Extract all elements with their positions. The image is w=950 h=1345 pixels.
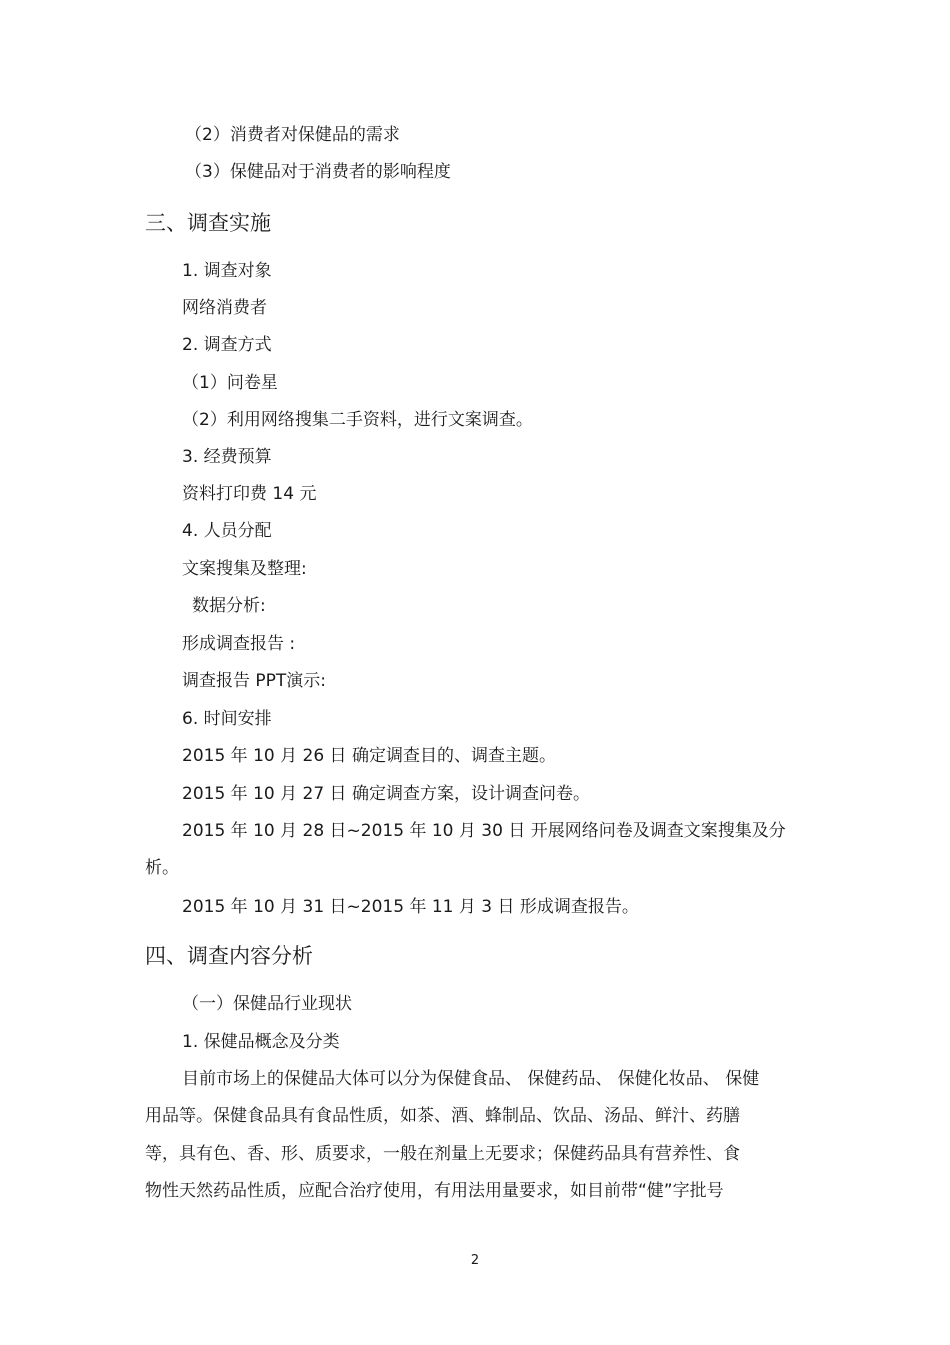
staffing-role-2: 数据分析: xyxy=(192,596,266,616)
paragraph-line-2: 用品等。保健食品具有食品性质，如茶、酒、蜂制品、饮品、汤品、鲜汁、药膳 xyxy=(145,1106,740,1126)
budget-text: 资料打印费 14 元 xyxy=(182,484,317,504)
schedule-item-4: 2015 年 10 月 31 日~2015 年 11 月 3 日 形成调查报告。 xyxy=(182,897,639,917)
subsection-title-staffing: 4. 人员分配 xyxy=(182,521,272,541)
schedule-item-2: 2015 年 10 月 27 日 确定调查方案，设计调查问卷。 xyxy=(182,784,590,804)
staffing-role-1: 文案搜集及整理: xyxy=(182,559,307,579)
subsection-title-schedule: 6. 时间安排 xyxy=(182,709,272,729)
subsection-title-concept: 1. 保健品概念及分类 xyxy=(182,1032,340,1052)
survey-method-item-1: （1）问卷星 xyxy=(182,373,278,393)
survey-target-text: 网络消费者 xyxy=(182,298,267,318)
survey-method-item-2: （2）利用网络搜集二手资料，进行文案调查。 xyxy=(182,410,533,430)
schedule-item-3-line-1: 2015 年 10 月 28 日~2015 年 10 月 30 日 开展网络问卷及调查文案搜集及分 xyxy=(182,821,786,841)
list-item-influence: （3）保健品对于消费者的影响程度 xyxy=(185,162,451,182)
analysis-subheading-industry: （一）保健品行业现状 xyxy=(182,994,352,1014)
subsection-title-survey-target: 1. 调查对象 xyxy=(182,261,272,281)
paragraph-line-1: 目前市场上的保健品大体可以分为保健食品、 保健药品、 保健化妆品、 保健 xyxy=(182,1069,760,1089)
section-heading-analysis: 四、调查内容分析 xyxy=(145,944,313,968)
schedule-item-1: 2015 年 10 月 26 日 确定调查目的、调查主题。 xyxy=(182,746,556,766)
staffing-role-4: 调查报告 PPT演示: xyxy=(182,671,327,691)
section-heading-implementation: 三、调查实施 xyxy=(145,211,271,235)
schedule-item-3-line-2: 析。 xyxy=(145,858,179,878)
paragraph-line-3: 等，具有色、香、形、质要求，一般在剂量上无要求；保健药品具有营养性、食 xyxy=(145,1144,740,1164)
subsection-title-budget: 3. 经费预算 xyxy=(182,447,272,467)
paragraph-line-4: 物性天然药品性质，应配合治疗使用，有用法用量要求，如目前带“健”字批号 xyxy=(145,1181,724,1201)
staffing-role-3: 形成调查报告 : xyxy=(182,634,296,654)
subsection-title-survey-method: 2. 调查方式 xyxy=(182,335,272,355)
page-number: 2 xyxy=(470,1253,480,1268)
list-item-demand: （2）消费者对保健品的需求 xyxy=(185,125,400,145)
